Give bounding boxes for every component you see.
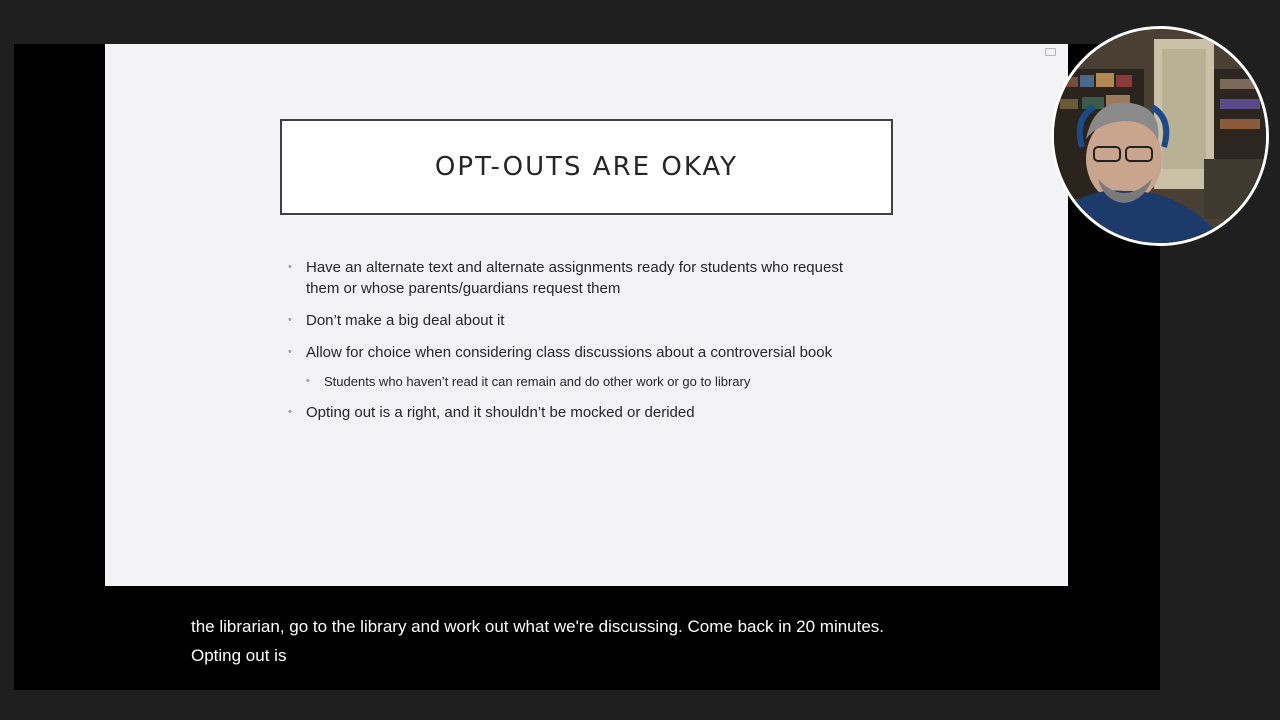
bullet-item — [288, 342, 868, 363]
bullet-text: Allow for choice when considering class discussions about a controversial book — [306, 344, 833, 361]
bullet-item — [288, 257, 868, 299]
caption-line-2: Opting out is — [191, 646, 287, 665]
slide-display-icon — [1045, 48, 1056, 56]
bullet-item — [288, 402, 868, 423]
bullet-text: Have an alternate text and alternate assignments ready for students who request them or whose parents/guardians request them — [306, 259, 843, 297]
bullet-item — [288, 310, 868, 331]
caption-overlay — [191, 612, 1091, 670]
bullet-text: Opting out is a right, and it shouldn’t be mocked or derided — [306, 404, 695, 421]
bullet-dot-icon: • — [288, 406, 292, 418]
bullet-dot-icon: • — [288, 314, 292, 326]
bullet-dot-icon: • — [288, 261, 292, 273]
presentation-slide — [105, 44, 1068, 586]
sub-bullet-item — [306, 372, 868, 391]
slide-bullet-list — [288, 257, 868, 434]
caption-line-1: the librarian, go to the library and work out what we're discussing. Come back in 20 minutes. — [191, 617, 885, 636]
sub-bullet-text: Students who haven’t read it can remain and do other work or go to library — [324, 374, 751, 389]
slide-title: OPT-OUTS ARE OKAY — [434, 152, 739, 182]
bullet-dot-icon: • — [306, 375, 310, 387]
presenter-webcam — [1051, 26, 1269, 246]
slide-title-box — [280, 119, 893, 215]
webcam-image — [1054, 29, 1266, 243]
bullet-text: Don’t make a big deal about it — [306, 312, 505, 329]
bullet-dot-icon: • — [288, 346, 292, 358]
